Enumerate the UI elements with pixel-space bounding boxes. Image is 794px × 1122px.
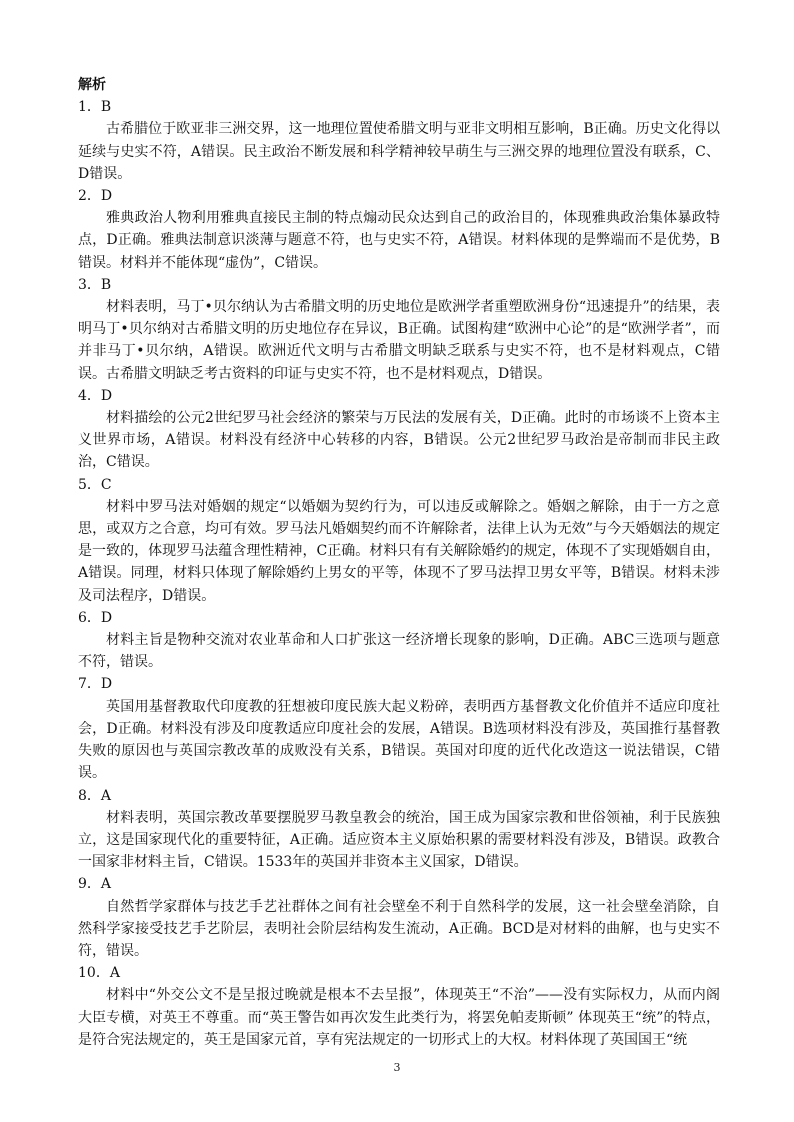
answer-explanation: 材料主旨是物种交流对农业革命和人口扩张这一经济增长现象的影响，D正确。ABC三选项与题意不符，错误。	[78, 632, 720, 671]
answer-number: 3．B	[78, 276, 112, 293]
answer-item	[78, 785, 720, 874]
answer-item	[78, 673, 720, 784]
answer-number: 9．A	[78, 876, 112, 893]
answer-item	[78, 274, 720, 385]
page-number: 3	[393, 1061, 401, 1074]
answer-item	[78, 873, 720, 962]
answer-explanation: 材料中罗马法对婚姻的规定“以婚姻为契约行为，可以违反或解除之。婚姻之解除，由于一方之意思，或双方之合意，均可有效。罗马法凡婚姻契约而不许解除者，法律上认为无效”与今天婚姻法的规定是一致的，体现罗马法蕴含理性精神，C正确。材料只有有关解除婚约的规定，体现不了实现婚姻自由，A错误。同理，材料只体现了解除婚约上男女的平等，体现不了罗马法捍卫男女平等，B错误。材料未涉及司法程序，D错误。	[78, 498, 720, 604]
answer-document	[78, 74, 720, 1051]
answer-number: 5．C	[78, 476, 112, 493]
answer-explanation: 材料描绘的公元2世纪罗马社会经济的繁荣与万民法的发展有关，D正确。此时的市场谈不上资本主义世界市场，A错误。材料没有经济中心转移的内容，B错误。公元2世纪罗马政治是帝制而非民主政治，C错误。	[78, 410, 720, 471]
answer-item	[78, 607, 720, 674]
section-heading: 解析	[78, 77, 106, 93]
answer-number: 10．A	[78, 965, 120, 982]
answer-number: 1．B	[78, 99, 112, 116]
answer-explanation: 古希腊位于欧亚非三洲交界，这一地理位置使希腊文明与亚非文明相互影响，B正确。历史文化得以延续与史实不符，A错误。民主政治不断发展和科学精神较早萌生与三洲交界的地理位置没有联系，C、D错误。	[78, 121, 720, 182]
answer-item	[78, 96, 720, 185]
answer-number: 2．D	[78, 188, 113, 205]
answer-explanation: 材料表明，马丁•贝尔纳认为古希腊文明的历史地位是欧洲学者重塑欧洲身份“迅速提升”的结果，表明马丁•贝尔纳对古希腊文明的历史地位存在异议，B正确。试图构建“欧洲中心论”的是“欧洲学者”，而并非马丁•贝尔纳，A错误。欧洲近代文明与古希腊文明缺乏联系与史实不符，也不是材料观点，C错误。古希腊文明缺乏考古资料的印证与史实不符，也不是材料观点，D错误。	[78, 299, 720, 382]
answer-explanation: 雅典政治人物利用雅典直接民主制的特点煽动民众达到自己的政治目的，体现雅典政治集体暴政特点，D正确。雅典法制意识淡薄与题意不符，也与史实不符，A错误。材料体现的是弊端而不是优势，B错误。材料并不能体现“虚伪”，C错误。	[78, 210, 720, 271]
answer-explanation: 材料中“外交公文不是呈报过晚就是根本不去呈报”，体现英王“不治”——没有实际权力，从而内阁大臣专横，对英王不尊重。而“英王警告如再次发生此类行为，将罢免帕麦斯顿” 体现英王“统”的特点，是符合宪法规定的，英王是国家元首，享有宪法规定的一切形式上的大权。材料体现了英国国王“统	[78, 987, 720, 1048]
answer-item	[78, 185, 720, 274]
answer-explanation: 英国用基督教取代印度教的狂想被印度民族大起义粉碎，表明西方基督教文化价值并不适应印度社会，D正确。材料没有涉及印度教适应印度社会的发展，A错误。B选项材料没有涉及，英国推行基督教失败的原因也与英国宗教改革的成败没有关系，B错误。英国对印度的近代化改造这一说法错误，C错误。	[78, 698, 720, 782]
answer-number: 6．D	[78, 609, 113, 626]
answer-item	[78, 474, 720, 607]
answer-list	[78, 96, 720, 1051]
answer-item	[78, 962, 720, 1051]
answer-explanation: 自然哲学家群体与技艺手艺社群体之间有社会壁垒不利于自然科学的发展，这一社会壁垒消除，自然科学家接受技艺手艺阶层，表明社会阶层结构发生流动，A正确。BCD是对材料的曲解，也与史实不符，错误。	[78, 898, 720, 959]
answer-explanation: 材料表明，英国宗教改革要摆脱罗马教皇教会的统治，国王成为国家宗教和世俗领袖，利于民族独立，这是国家现代化的重要特征，A正确。适应资本主义原始积累的需要材料没有涉及，B错误。政教合一国家非材料主旨，C错误。1533年的英国并非资本主义国家，D错误。	[78, 809, 720, 871]
answer-number: 8．A	[78, 787, 112, 804]
answer-number: 7．D	[78, 676, 113, 693]
answer-number: 4．D	[78, 387, 113, 404]
answer-item	[78, 385, 720, 474]
